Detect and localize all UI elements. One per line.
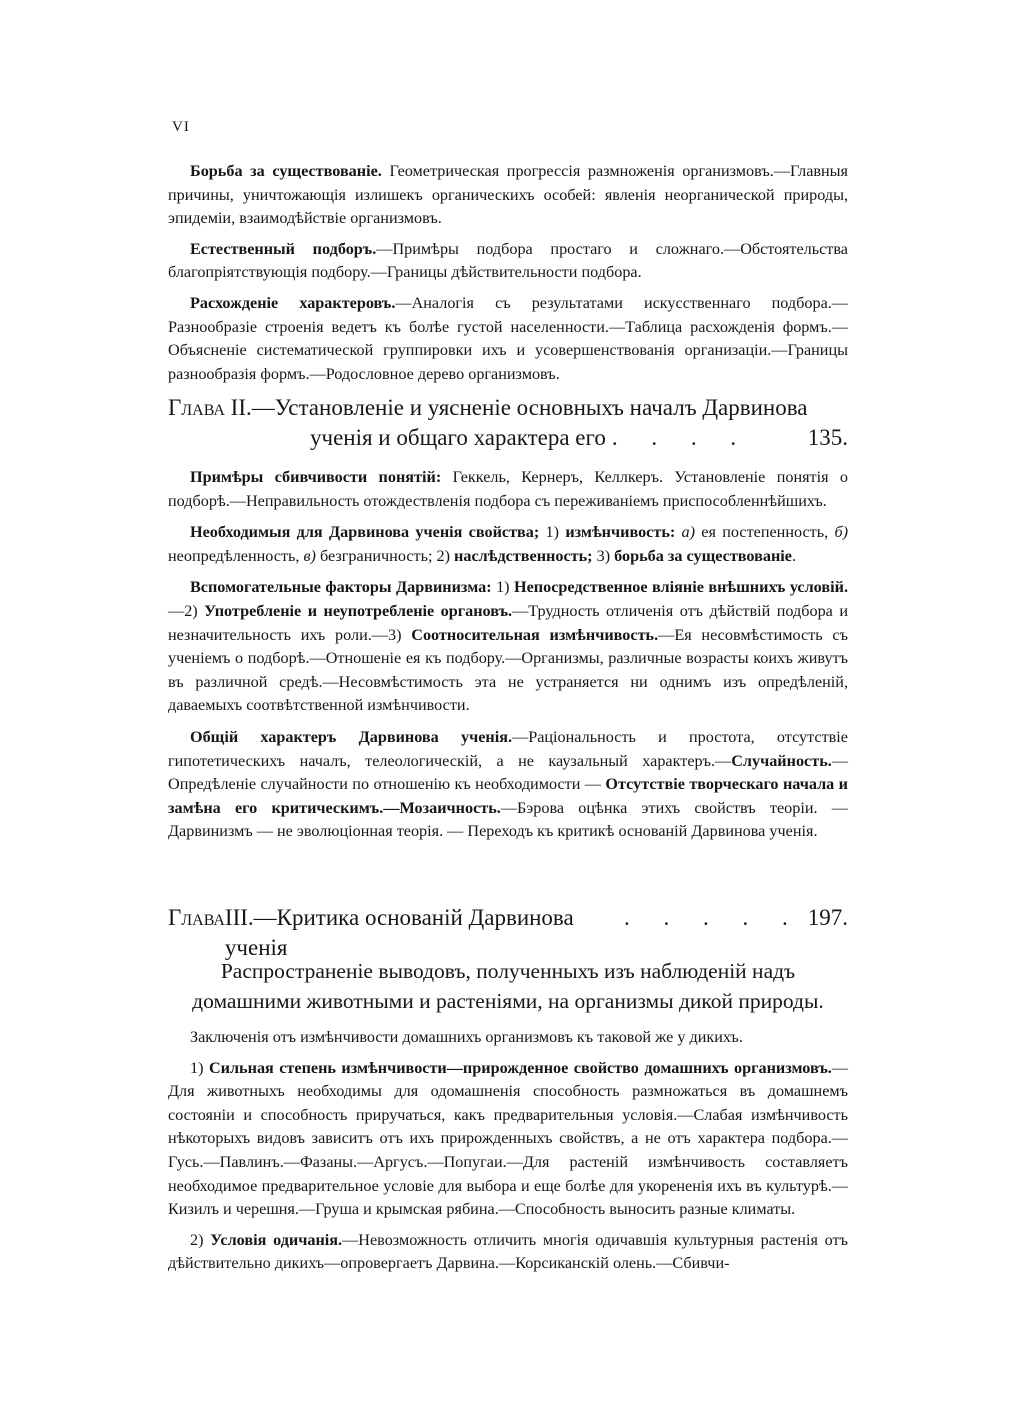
paragraph-divergence [168,292,848,386]
ch2-p4-text-1: —Раціональность и простота, отсутствіе гипотетическихъ началъ, телеологическій, а не каузальный характеръ.— [168,727,848,770]
ch2-paragraph-2 [168,521,848,568]
ch2-p3-bold-2: Употребленіе и неупотребленіе органовъ. [204,601,513,620]
ch2-p4-text-2: —Опредѣленіе случайности по отношенію къ необходимости — [168,751,848,794]
chapter-2-title-line2: ученія и общаго характера его [310,425,606,450]
ch2-p2-variability: измѣнчивость: [565,523,676,542]
ch2-p2-item-c: в) [303,546,316,565]
chapter-3-contents [168,1026,848,1276]
ch2-p2-heading: Необходимыя для Дарвинова ученія свойства; [190,523,540,542]
chapter-2-heading [168,393,848,453]
ch2-p4-heading: Общій характеръ Дарвинова ученія. [190,727,513,746]
chapter-2-leader: . . . . [611,425,751,450]
chapter-2-line1 [168,393,848,423]
ch2-paragraph-4 [168,726,848,844]
ch2-p3-text-4: —Ея несовмѣстимость съ ученіемъ о подборѣ.—Отношеніе ея къ подбору.—Организмы, различные возрасты коихъ живутъ въ различной средѣ.—Несовмѣстимость эта не устраняется ни однимъ изъ опредѣленій, даваемыхъ соотвѣтственной измѣнчивости. [168,625,848,715]
ch3-p2-text: —Невозможность отличить многія одичавшія культурныя растенія отъ дѣйствительно дикихъ—опровергаетъ Дарвина.—Корсиканскій олень.—Сбивчи- [168,1230,848,1273]
ch2-p2-struggle: борьба за существованіе [614,546,792,565]
ch3-p2-number: 2) [190,1230,211,1249]
ch2-paragraph-1 [168,466,848,513]
contents-block-top [168,160,848,386]
heading-struggle: Борьба за существованіе. [190,162,382,180]
ch2-p2-text-3: неопредѣленность, [168,546,304,565]
ch2-p4-bold-2: Отсутствіе творческаго начала и замѣна его критическимъ.—Мозаичность. [168,775,848,817]
ch2-p3-bold-1: Непосредственное вліяніе внѣшнихъ условій. [514,578,848,597]
chapter-3-heading [168,903,848,963]
ch2-p4-text-3: —Бэрова оцѣнка этихъ свойствъ теоріи. — Дарвинизмъ — не эволюціонная теорія. — Переходъ къ критикѣ основаній Дарвинова ученія. [168,798,848,841]
ch2-p2-item-b: б) [834,523,849,542]
ch2-paragraph-3 [168,576,848,718]
paragraph-struggle [168,160,848,231]
chapter-2-page: 135. [807,425,848,450]
chapter-3-label: Глава [168,905,225,930]
ch2-p3-bold-3: Соотносительная измѣнчивость. [411,625,659,644]
ch2-p2-text-1: 1) [539,523,566,542]
ch2-p3-text-1: 1) [491,578,515,597]
chapter-3-leader: . . . . . [624,905,802,930]
ch3-paragraph-1 [168,1057,848,1222]
ch2-p2-text-4: безграничность; 2) [315,546,455,565]
heading-selection: Естественный подборъ. [190,239,377,258]
paragraph-selection [168,238,848,285]
chapter-2-title-line1: II.—Установленіе и уясненіе основныхъ началъ Дарвинова [224,395,808,420]
ch3-p1-heading: Сильная степень измѣнчивости—прирожденное свойство домашнихъ организмовъ. [208,1058,832,1077]
chapter-2-contents [168,466,848,844]
ch2-p2-item-a: а) [675,523,696,542]
chapter-3-page: 197. [807,905,848,930]
heading-divergence: Расхожденіе характеровъ. [190,293,396,312]
chapter-2-label: Глава [168,395,225,420]
chapter-2-line2 [310,423,848,453]
ch3-intro: Заключенія отъ измѣнчивости домашнихъ организмовъ къ таковой же у дикихъ. [190,1028,743,1046]
ch2-p3-heading: Вспомогательные факторы Дарвинизма: [190,578,492,597]
chapter-3-line [168,903,848,963]
ch2-p2-heredity: наслѣдственность; [454,546,593,565]
ch2-p3-text-3: —Трудность отличенія отъ дѣйствій подбора и незначительность ихъ роли.—3) [168,601,849,644]
ch2-p3-text-2: —2) [168,601,205,620]
ch2-p2-text-5: 3) [592,546,615,565]
text-selection: —Примѣры подбора простаго и сложнаго.—Обстоятельства благопріятствующія подбору.—Границы дѣйствительности подбора. [168,239,848,282]
chapter-3-title: III.—Критика основаній Дарвинова ученія [224,905,574,960]
ch3-p1-number: 1) [190,1058,209,1077]
text-struggle: Геометрическая прогрессія размноженія организмовъ.—Главныя причины, уничтожающія излишекъ органическихъ особей: явленія неорганической природы, эпидеміи, взаимодѣйствіе организмовъ. [168,162,849,228]
ch2-p4-bold-1: Случайность. [731,751,832,770]
text-divergence: —Аналогія съ результатами искусственнаго подбора.—Разнообразіе строенія ведетъ къ болѣе густой населенности.—Таблица расхожденія формъ.—Объясненіе систематической группировки ихъ и усовершенствованія организаціи.—Границы разнообразія формъ.—Родословное дерево организмовъ. [168,293,848,383]
ch2-p2-text-2: ея постепенность, [695,523,835,542]
page-number: VI [172,119,190,135]
ch2-p2-end: . [791,546,797,565]
ch3-paragraph-2 [168,1229,848,1276]
ch2-p1-text: Геккель, Кернеръ, Келлкеръ. Установленіе понятія о подборѣ.—Неправильность отождествленія подбора съ переживаніемъ приспособленнѣйшихъ. [168,468,849,510]
chapter-3-section-title: Распространеніе выводовъ, полученныхъ изъ наблюденій надъ домашними животными и растеніями, на организмы дикой природы. [192,959,824,1013]
ch3-p2-heading: Условія одичанія. [210,1230,343,1249]
ch2-p1-heading: Примѣры сбивчивости понятій: [190,468,442,486]
ch3-p1-text: —Для животныхъ необходимы для одомашненія способность размножаться въ домашнемъ состояніи и способность приручаться, какъ предварительныя условія.—Слабая измѣнчивость нѣкоторыхъ видовъ зависитъ отъ ихъ прирожденныхъ свойствъ, а не отъ характера подбора.—Гусь.—Павлинъ.—Фазаны.—Аргусъ.—Попугаи.—Для растеній измѣнчивость составляетъ необходимое предварительное условіе для выбора и еще болѣе для укорененія ихъ въ культурѣ.—Кизилъ и черешня.—Груша и крымская рябина.—Способность выносить разные климаты. [168,1058,849,1219]
